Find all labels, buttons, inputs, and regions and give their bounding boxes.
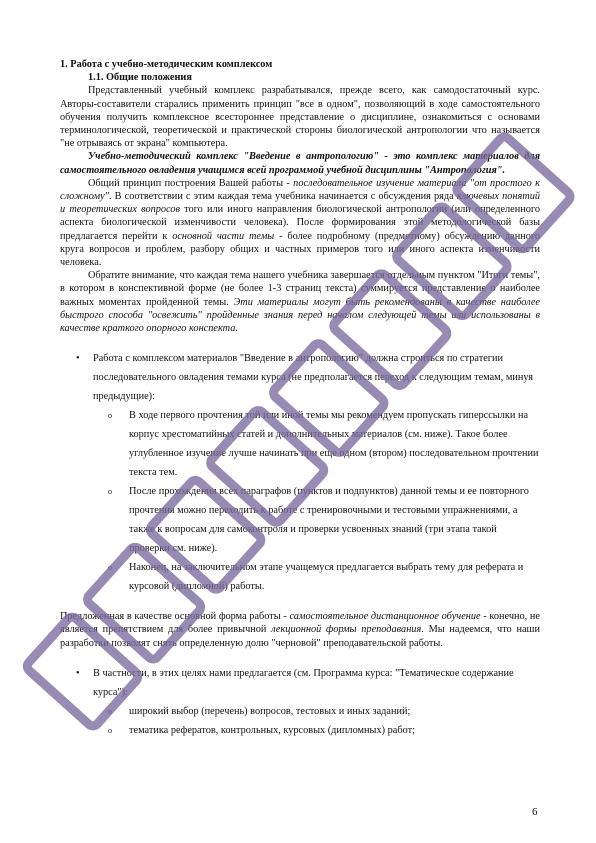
emphasis-text: лекционной формы преподавания — [271, 624, 422, 636]
text-run: . — [235, 323, 238, 335]
sub-list-item-text: тематика рефератов, контрольных, курсовых (дипломных) работ; — [129, 724, 415, 736]
emphasis-text: ключевых понятий и теоретических вопросов — [60, 191, 540, 216]
subsection-heading: 1.1. Общие положения — [88, 72, 192, 84]
emphasis-text: последовательное изучение материала "от простого к сложному" — [60, 177, 540, 203]
sub-list-item — [93, 702, 540, 721]
page-content — [60, 58, 540, 740]
paragraph-principle — [60, 177, 540, 269]
text-run: - конечно, не является препятствием для более привычной — [60, 611, 540, 636]
list-item — [60, 664, 540, 740]
page-number: 6 — [532, 806, 538, 818]
sub-list-item-text: После прохождения всех параграфов (пунктов и подпунктов) данной темы и ее повторного прочтения можно переходить к работе с тренировочными и тестовыми упражнениями, а также к вопросам для самоконтроля и проверки усвоенных знаний (три этапа такой проверки см. ниже). — [129, 486, 529, 555]
text-run: Предложенная в качестве основной форма работы - — [60, 611, 290, 623]
paragraph-intro: Представленный учебный комплекс разрабатывался, прежде всего, как самодостаточный курс. Авторы-составители старались применить принцип "все в одном", позволяющий в ходе самостоятельного обучения получить комплексное всестороннее представление о дисциплине, ознакомиться с основами терминологической, теоретической и практической стороны биологической антропологии что называется "не отрываясь от экрана" компьютера. — [60, 85, 540, 150]
text-run: . В соответствии с этим каждая тема учебника начинается с обсуждения ряда — [109, 191, 457, 203]
sub-bullet-icon: o — [108, 411, 112, 421]
sub-list — [93, 702, 540, 740]
paragraph-summary-note — [60, 269, 540, 335]
sub-bullet-icon: o — [108, 725, 112, 735]
sub-list-item — [93, 721, 540, 740]
sub-bullet-icon: o — [108, 563, 112, 573]
text-run: - более подробному (предметному) обсуждению данного круга вопросов и проблем, разбору общих и частных примеров того или иного аспекта изменчивости человека. — [60, 230, 540, 269]
text-run: того или иного направления биологической антропологии (или определенного аспекта биологической изменчивости человека). После формирования этой методологической базы предлагается перейти к — [60, 204, 541, 242]
list-item-text: В частности, в этих целях нами предлагается (см. Программа курса: "Тематическое содержание курса"): — [93, 667, 514, 698]
bullet-list-strategy — [60, 349, 540, 596]
sub-bullet-icon: o — [108, 487, 112, 497]
sub-bullet-icon: o — [108, 706, 112, 716]
emphasis-text: основной части темы — [172, 230, 275, 242]
text-run: Обратите внимание, что каждая тема нашего учебника завершается отдельным пунктом "Итоги темы", в котором в конспективной форме (не более 1-3 страниц текста) суммируется представление о наиболее важных моментах пройденной темы. — [60, 270, 540, 308]
sub-list-item-text: Наконец, на заключительном этапе учащемуся предлагается выбрать тему для реферата и курсовой (дипломной) работы. — [129, 562, 524, 593]
emphasis-text: Эти материалы могут быть рекомендованы в качестве наиболее быстрого способа "освежить" пройденные знания перед началом следующей темы или использованы в качестве краткого опорного конспекта — [60, 296, 540, 335]
paragraph-distance-learning — [60, 610, 540, 650]
text-run: Общий принцип построения Вашей работы - — [88, 177, 294, 189]
emphasis-text: самостоятельное дистанционное обучение — [289, 611, 481, 623]
sub-list-item — [93, 406, 540, 482]
sub-list-item — [93, 558, 540, 596]
text-run: . Мы надеемся, что наши разработки позволят снять определенную долю "черновой" преподавательской работы. — [60, 624, 540, 649]
sub-list-item-text: широкий выбор (перечень) вопросов, тестовых и иных заданий; — [129, 705, 411, 717]
list-item — [60, 349, 540, 596]
bullet-icon: • — [76, 353, 80, 365]
sub-list — [93, 406, 540, 596]
paragraph-complex-definition: Учебно-методический комплекс "Введение в антропологию" - это комплекс материалов для самостоятельного овладения учащимся всей программой учебной дисциплины "Антропология". — [60, 151, 540, 176]
list-item-text: Работа с комплексом материалов "Введение в антропологию" должна строиться по стратегии последовательного овладения темами курса (не предполагается переход к следующим темам, минуя предыдущие): — [93, 353, 533, 403]
sub-list-item — [93, 482, 540, 558]
sub-list-item-text: В ходе первого прочтения той или иной темы мы рекомендуем пропускать гиперссылки на корпус хрестоматийных статей и дополнительных материалов (см. ниже). Такое более углубленное изучение лучше начинать при еще одном (втором) последовательном прочтении текста тем. — [129, 410, 539, 479]
bullet-list-offerings — [60, 664, 540, 740]
bullet-icon: • — [76, 667, 80, 679]
section-heading: 1. Работа с учебно-методическим комплексом — [60, 59, 273, 70]
